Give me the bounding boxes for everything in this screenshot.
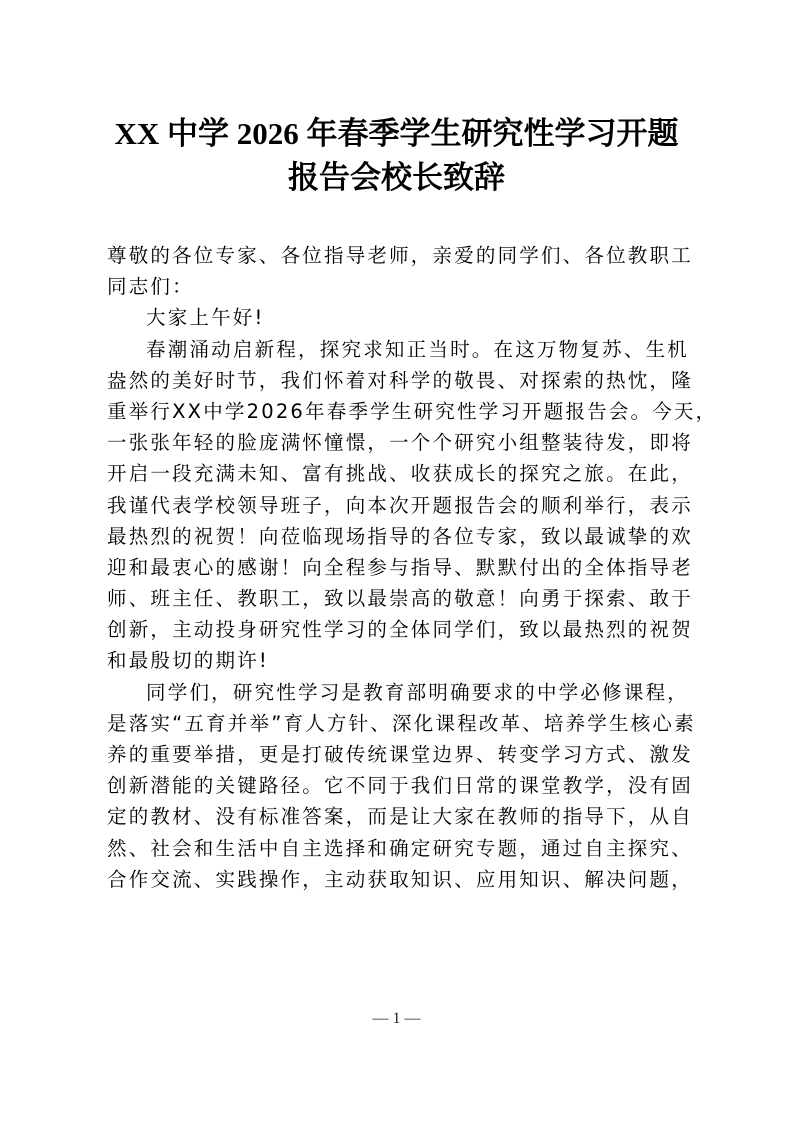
- body-line: 开启一段充满未知、富有挑战、收获成长的探究之旅。在此，: [107, 462, 693, 486]
- body-line: 同志们：: [107, 275, 194, 299]
- body-line: 创新潜能的关键路径。它不同于我们日常的课堂教学，没有固: [107, 774, 693, 798]
- body-line: 迎和最衷心的感谢！向全程参与指导、默默付出的全体指导老: [107, 555, 693, 579]
- body-line: 然、社会和生活中自主选择和确定研究专题，通过自主探究、: [107, 836, 693, 860]
- body-line: 师、班主任、教职工，致以最崇高的敬意！向勇于探索、敢于: [107, 587, 693, 611]
- body-line: 合作交流、实践操作，主动获取知识、应用知识、解决问题，: [107, 867, 693, 891]
- document-body: [107, 240, 718, 895]
- body-line: 创新，主动投身研究性学习的全体同学们，致以最热烈的祝贺: [107, 618, 693, 642]
- body-line: 盎然的美好时节，我们怀着对科学的敬畏、对探索的热忱，隆: [107, 368, 693, 392]
- greeting-line: 大家上午好!: [146, 306, 265, 330]
- page-number: — 1 —: [372, 1010, 421, 1027]
- body-line: 我谨代表学校领导班子，向本次开题报告会的顺利举行，表示: [107, 493, 693, 517]
- body-line: 重举行XX中学2026年春季学生研究性学习开题报告会。今天，: [107, 399, 718, 423]
- body-line: 和最殷切的期许!: [107, 649, 269, 673]
- body-line: 同学们，研究性学习是教育部明确要求的中学必修课程，: [146, 680, 689, 704]
- body-line: 春潮涌动启新程，探究求知正当时。在这万物复苏、生机: [146, 337, 689, 361]
- document-title-line-1: XX 中学 2026 年春季学生研究性学习开题: [114, 116, 679, 151]
- body-line: 定的教材、没有标准答案，而是让大家在教师的指导下，从自: [107, 805, 693, 829]
- body-line: 尊敬的各位专家、各位指导老师，亲爱的同学们、各位教职工: [107, 244, 693, 267]
- body-line: 最热烈的祝贺！向莅临现场指导的各位专家，致以最诚挚的欢: [107, 524, 693, 548]
- body-line: 一张张年轻的脸庞满怀憧憬，一个个研究小组整装待发，即将: [107, 431, 693, 455]
- document-title-line-2: 报告会校长致辞: [288, 160, 505, 195]
- body-line: 养的重要举措，更是打破传统课堂边界、转变学习方式、激发: [107, 743, 693, 766]
- body-line: 是落实“五育并举”育人方针、深化课程改革、培养学生核心素: [107, 711, 696, 735]
